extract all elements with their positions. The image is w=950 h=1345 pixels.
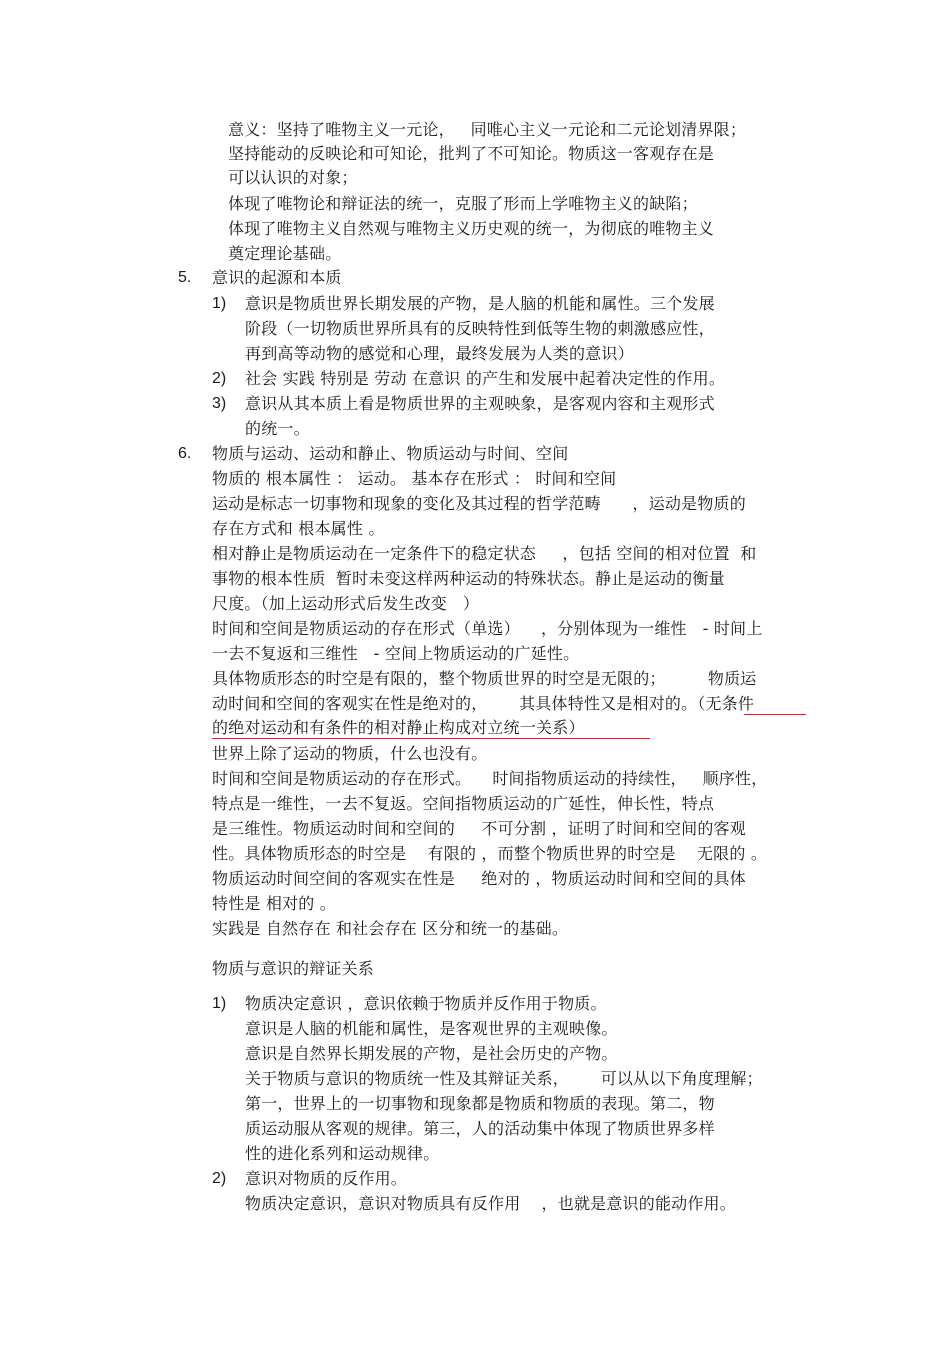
text-line: 可以认识的对象； <box>228 168 358 187</box>
text-line: 运动是标志一切事物和现象的变化及其过程的哲学范畴 ，运动是物质的 <box>212 494 746 513</box>
text-line: 性。具体物质形态的时空是 有限的 ，而整个物质世界的时空是 无限的 。 <box>212 844 768 863</box>
text-line: 是三维性。物质运动时间和空间的 不可分割 ，证明了时间和空间的客观 <box>212 819 746 838</box>
text-line: 关于物质与意识的物质统一性及其辩证关系， 可以从以下角度理解； <box>245 1069 763 1088</box>
text-line: 时间和空间是物质运动的存在形式。 时间指物质运动的持续性， 顺序性， <box>212 769 768 788</box>
text-line: 第一，世界上的一切事物和现象都是物质和物质的表现。第二，物 <box>245 1094 715 1113</box>
item-number: 2) <box>212 370 227 387</box>
text-line: 一去不复返和三维性 - 空间上物质运动的广延性。 <box>212 644 580 663</box>
text-line: 意识是人脑的机能和属性，是客观世界的主观映像。 <box>245 1019 618 1038</box>
section-number: 6. <box>178 445 192 462</box>
text-line: 意识是自然界长期发展的产物，是社会历史的产物。 <box>245 1044 618 1063</box>
text-line: 坚持能动的反映论和可知论，批判了不可知论。物质这一客观存在是 <box>228 144 715 163</box>
text-line: 再到高等动物的感觉和心理，最终发展为人类的意识） <box>245 344 634 363</box>
item-number: 3) <box>212 395 227 412</box>
text-line: 实践是 自然存在 和社会存在 区分和统一的基础。 <box>212 919 569 938</box>
item-number: 1) <box>212 295 227 312</box>
text-line: 存在方式和 根本属性 。 <box>212 519 385 538</box>
text-line: 体现了唯物论和辩证法的统一，克服了形而上学唯物主义的缺陷； <box>228 194 698 213</box>
text-line: 时间和空间是物质运动的存在形式（单选） ，分别体现为一维性 - 时间上 <box>212 619 763 638</box>
text-line: 事物的根本性质 暂时未变这样两种运动的特殊状态。静止是运动的衡量 <box>212 569 725 588</box>
section-number: 5. <box>178 269 192 286</box>
text-line: 物质决定意识 ，意识依赖于物质并反作用于物质。 <box>245 994 607 1013</box>
text-line: 质运动服从客观的规律。第三，人的活动集中体现了物质世界多样 <box>245 1119 715 1138</box>
text-line: 尺度。（加上运动形式后发生改变 ） <box>212 594 480 613</box>
text-line: 物质决定意识，意识对物质具有反作用 ，也就是意识的能动作用。 <box>245 1194 736 1213</box>
item-number: 1) <box>212 995 227 1012</box>
text-line: 的统一。 <box>245 419 310 438</box>
text-line: 阶段（一切物质世界所具有的反映特性到低等生物的刺激感应性， <box>245 319 715 338</box>
text-line: 意义：坚持了唯物主义一元论， 同唯心主义一元论和二元论划清界限； <box>228 120 747 139</box>
text-line: 性的进化系列和运动规律。 <box>245 1144 440 1163</box>
text-line: 意识是物质世界长期发展的产物，是人脑的机能和属性。三个发展 <box>245 294 715 313</box>
text-line: 特性是 相对的 。 <box>212 894 336 913</box>
text-line: 奠定理论基础。 <box>228 244 342 263</box>
red-underline-annotation <box>744 714 806 715</box>
text-line: 动时间和空间的客观实在性是绝对的， 其具体特性又是相对的。（无条件 <box>212 694 755 713</box>
text-line: 世界上除了运动的物质，什么也没有。 <box>212 744 488 763</box>
text-line: 的绝对运动和有条件的相对静止构成对立统一关系） <box>212 718 585 737</box>
text-line: 特点是一维性，一去不复返。空间指物质运动的广延性，伸长性，特点 <box>212 794 715 813</box>
text-line: 物质的 根本属性 ： 运动。 基本存在形式 ： 时间和空间 <box>212 469 617 488</box>
text-line: 具体物质形态的时空是有限的，整个物质世界的时空是无限的； 物质运 <box>212 669 757 688</box>
section-title: 意识的起源和本质 <box>212 268 342 287</box>
section-heading: 物质与意识的辩证关系 <box>212 959 375 978</box>
text-line: 意识对物质的反作用。 <box>245 1169 408 1188</box>
text-line: 社会 实践 特别是 劳动 在意识 的产生和发展中起着决定性的作用。 <box>245 369 726 388</box>
text-line: 相对静止是物质运动在一定条件下的稳定状态 ，包括 空间的相对位置 和 <box>212 544 757 563</box>
section-title: 物质与运动、运动和静止、物质运动与时间、空间 <box>212 444 569 463</box>
red-underline-annotation <box>212 738 650 739</box>
text-line: 物质运动时间空间的客观实在性是 绝对的 ，物质运动时间和空间的具体 <box>212 869 746 888</box>
item-number: 2) <box>212 1170 227 1187</box>
text-line: 体现了唯物主义自然观与唯物主义历史观的统一，为彻底的唯物主义 <box>228 219 715 238</box>
text-line: 意识从其本质上看是物质世界的主观映象，是客观内容和主观形式 <box>245 394 715 413</box>
